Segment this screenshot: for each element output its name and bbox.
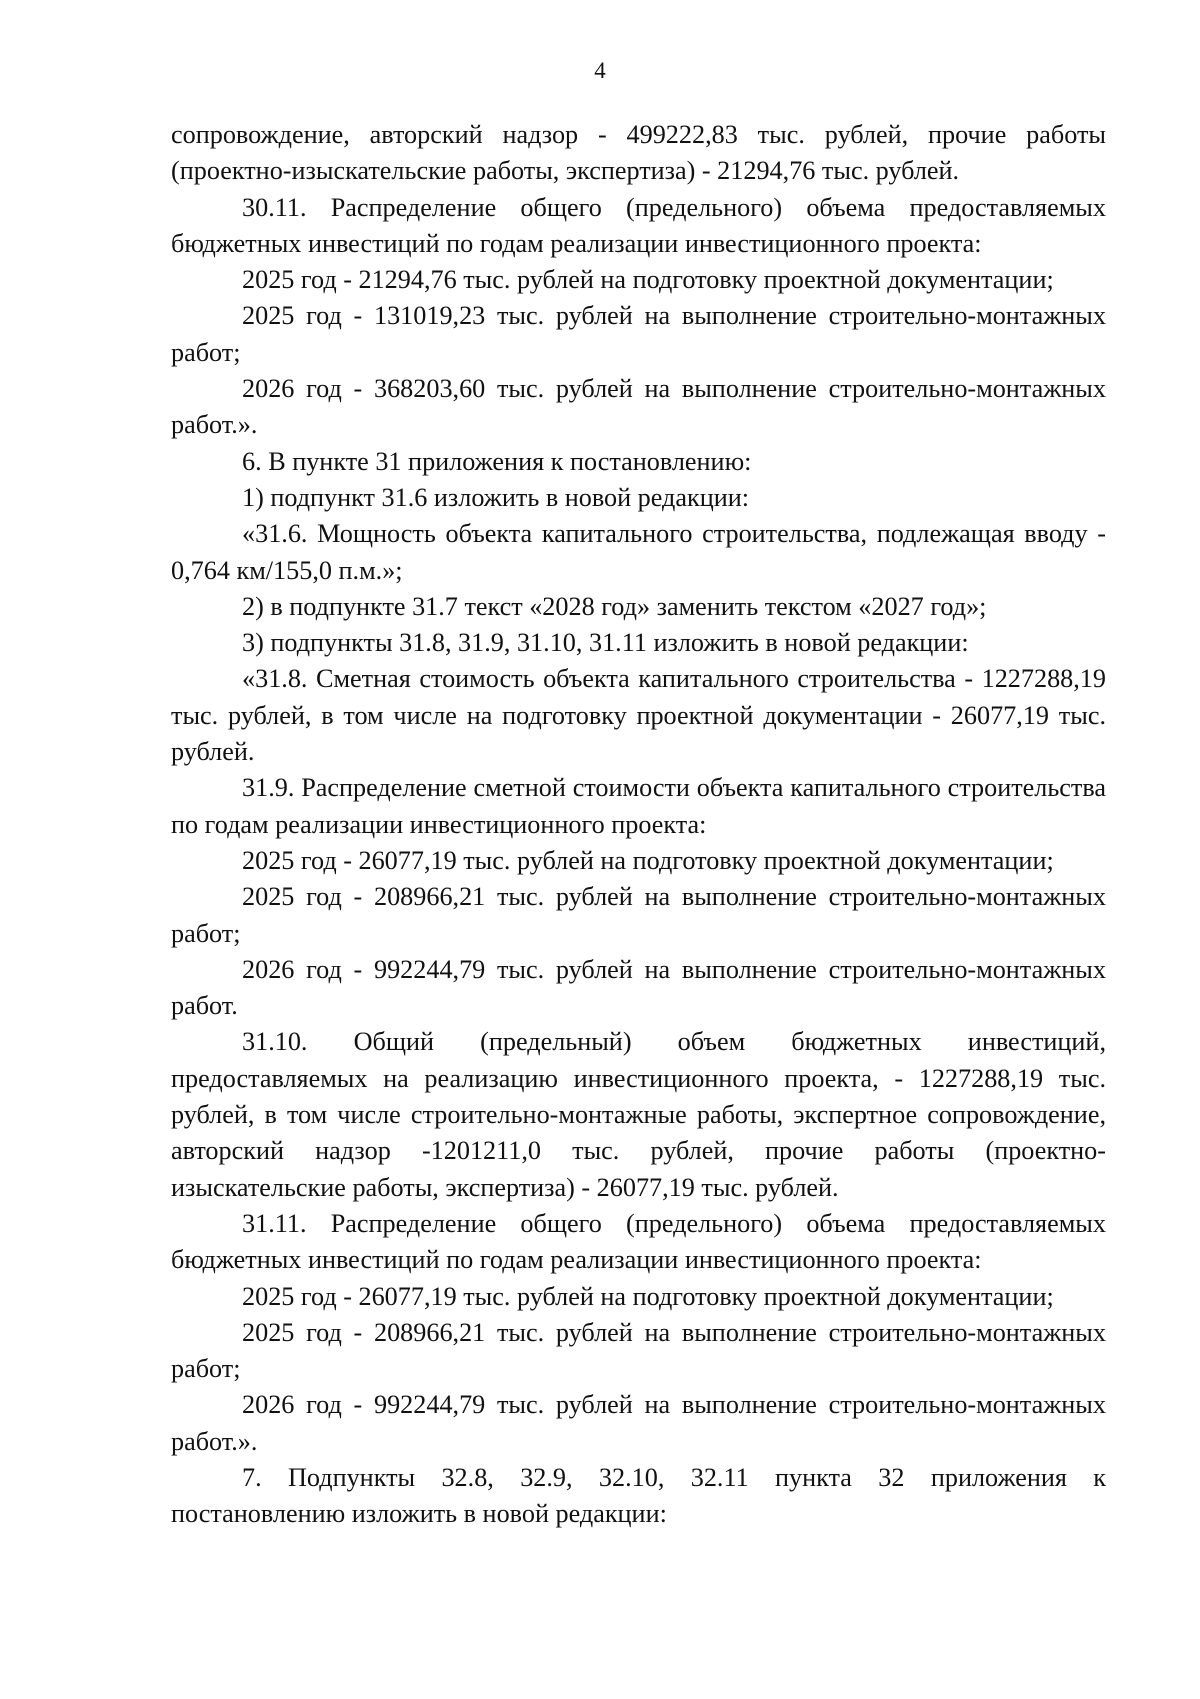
paragraph: 2025 год - 208966,21 тыс. рублей на выполнение строительно-монтажных работ; (171, 1317, 1106, 1384)
paragraph: 2025 год - 208966,21 тыс. рублей на выполнение строительно-монтажных работ; (171, 882, 1106, 948)
page-number: 4 (594, 58, 606, 83)
paragraph: 2) в подпункте 31.7 текст «2028 год» заменить текстом «2027 год»; (242, 591, 987, 621)
paragraph: 2025 год - 21294,76 тыс. рублей на подготовку проектной документации; (242, 265, 1054, 295)
paragraph: 2025 год - 26077,19 тыс. рублей на подготовку проектной документации; (242, 1281, 1054, 1311)
paragraph: 6. В пункте 31 приложения к постановлению: (242, 446, 752, 476)
paragraph: 31.11. Распределение общего (предельного) объема предоставляемых бюджетных инвестиций по годам реализации инвестиционного проекта: (171, 1208, 1106, 1275)
paragraph: 2026 год - 992244,79 тыс. рублей на выполнение строительно-монтажных работ.». (171, 1390, 1106, 1456)
paragraph: 2025 год - 131019,23 тыс. рублей на выполнение строительно-монтажных работ; (171, 301, 1106, 367)
paragraph: сопровождение, авторский надзор - 499222,83 тыс. рублей, прочие работы (проектно-изыскательские работы, экспертиза) - 21294,76 тыс. рублей. (171, 120, 1106, 186)
paragraph: 31.10. Общий (предельный) объем бюджетных инвестиций, предоставляемых на реализацию инвестиционного проекта, - 1227288,19 тыс. рублей, в том числе строительно-монтажные работы, экспертное сопровождение, авторский надзор -1201211,0 тыс. рублей, прочие работы (проектно-изыскательские работы, экспертиза) - 26077,19 тыс. рублей. (171, 1027, 1106, 1202)
paragraph: 2025 год - 26077,19 тыс. рублей на подготовку проектной документации; (242, 845, 1054, 875)
paragraph: 2026 год - 992244,79 тыс. рублей на выполнение строительно-монтажных работ. (171, 954, 1106, 1021)
paragraph: 1) подпункт 31.6 изложить в новой редакции: (242, 482, 750, 512)
paragraph: «31.6. Мощность объекта капитального строительства, подлежащая вводу - 0,764 км/155,0 п.м.»; (171, 519, 1106, 585)
paragraph: 2026 год - 368203,60 тыс. рублей на выполнение строительно-монтажных работ.». (171, 374, 1106, 440)
paragraph: «31.8. Сметная стоимость объекта капитального строительства - 1227288,19 тыс. рублей, в том числе на подготовку проектной документации - 26077,19 тыс. рублей. (171, 664, 1106, 767)
paragraph: 31.9. Распределение сметной стоимости объекта капитального строительства по годам реализации инвестиционного проекта: (171, 773, 1106, 839)
paragraph: 7. Подпункты 32.8, 32.9, 32.10, 32.11 пункта 32 приложения к постановлению изложить в новой редакции: (171, 1462, 1106, 1529)
document-body (171, 117, 1106, 1533)
paragraph: 30.11. Распределение общего (предельного) объема предоставляемых бюджетных инвестиций по годам реализации инвестиционного проекта: (171, 192, 1106, 258)
paragraph: 3) подпункты 31.8, 31.9, 31.10, 31.11 изложить в новой редакции: (242, 628, 969, 658)
